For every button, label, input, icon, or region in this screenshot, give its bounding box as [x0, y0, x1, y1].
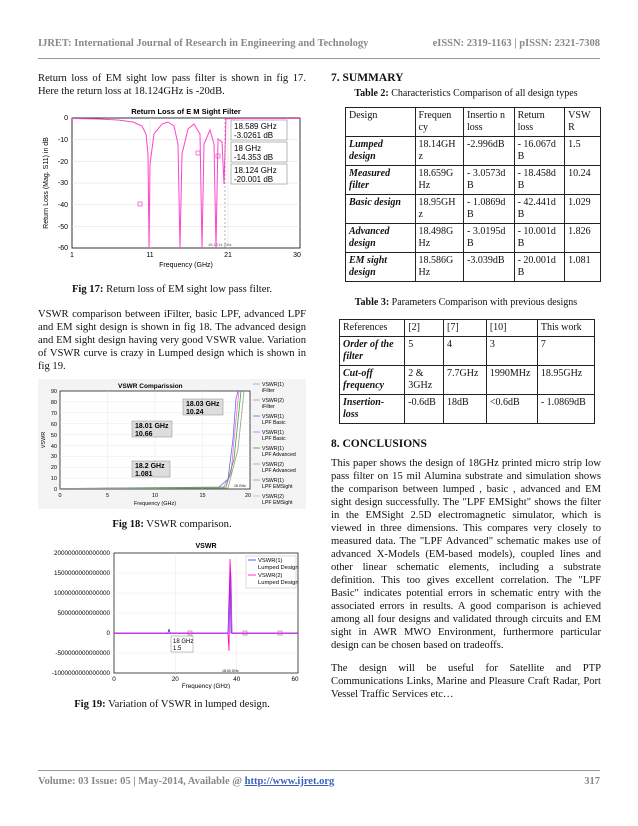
table3-parameters — [339, 319, 595, 424]
table-row — [340, 337, 595, 366]
svg-text:18.03 GHz: 18.03 GHz — [186, 401, 220, 408]
fig17-xtick: 30 — [293, 252, 301, 259]
table-cell: Insertion- loss — [340, 395, 405, 424]
svg-text:LPF Basic: LPF Basic — [262, 436, 286, 442]
right-column — [331, 72, 601, 701]
table-cell: 1.029 — [565, 195, 601, 224]
journal-title: IJRET: International Journal of Research in Engineering and Technology — [38, 38, 369, 49]
svg-text:VSWR(1): VSWR(1) — [262, 478, 284, 484]
table-header-cell: References — [340, 320, 405, 337]
fig18-marker-box — [183, 399, 223, 416]
table-cell: 2 & 3GHz — [405, 366, 444, 395]
fig17-marker-box — [231, 142, 287, 162]
fig18-xlabel: Frequency (GHz) — [133, 501, 177, 507]
table-cell: EM sight design — [346, 253, 416, 282]
svg-text:1.081: 1.081 — [135, 471, 153, 478]
table-header-cell: [7] — [444, 320, 487, 337]
table-cell: 18.498G Hz — [415, 224, 463, 253]
svg-text:18.589 GHz: 18.589 GHz — [234, 122, 277, 131]
issn: eISSN: 2319-1163 | pISSN: 2321-7308 — [432, 38, 600, 49]
fig17-ytick: -40 — [57, 202, 68, 209]
svg-text:iFilter: iFilter — [262, 404, 275, 410]
fig17-xtick: 11 — [146, 252, 154, 259]
conclusions-paragraph-2: The design will be useful for Satellite and PTP Communications Links, Marine and Pleasure Craft Radar, Port Vessel Traffic Services etc… — [331, 663, 601, 700]
table-row — [346, 224, 601, 253]
fig17-marker-box — [231, 120, 287, 140]
table-cell: Basic design — [346, 195, 416, 224]
figure-17 — [38, 104, 306, 296]
fig18-chart — [38, 379, 306, 509]
svg-text:10.24: 10.24 — [186, 409, 204, 416]
fig18-xtick: 5 — [105, 493, 110, 499]
svg-text:Lumped Design: Lumped Design — [258, 580, 299, 586]
table-cell: - 16.067d B — [514, 137, 565, 166]
figure-19 — [38, 539, 306, 711]
fig17-ylabel: Return Loss (Mag. S11) in dB — [43, 137, 50, 229]
fig19-caption: Fig 19: Variation of VSWR in lumped design. — [74, 699, 270, 710]
table-cell: - 10.001d B — [514, 224, 565, 253]
fig18-ytick: 60 — [50, 422, 57, 428]
table-row — [346, 195, 601, 224]
table-cell: 1990MHz — [486, 366, 537, 395]
table-cell: 18.95GH z — [415, 195, 463, 224]
footer-rule — [38, 770, 600, 771]
svg-text:LPF Advanced: LPF Advanced — [262, 452, 296, 458]
table-row — [346, 253, 601, 282]
fig17-caption: Fig 17: Return loss of EM sight low pass filter. — [71, 284, 273, 295]
fig19-ytick: 500000000000000 — [57, 610, 110, 617]
table-cell: 18.659G Hz — [415, 166, 463, 195]
table2-characteristics — [345, 107, 601, 282]
fig17-ytick: -60 — [57, 245, 68, 252]
svg-text:1.5: 1.5 — [173, 646, 182, 652]
table-cell: - 18.458d B — [514, 166, 565, 195]
svg-text:VSWR(2): VSWR(2) — [258, 573, 283, 579]
table-cell: 1.081 — [565, 253, 601, 282]
fig18-ytick: 90 — [50, 389, 57, 395]
svg-text:VSWR(2): VSWR(2) — [262, 398, 284, 404]
svg-text:VSWR(1): VSWR(1) — [262, 382, 284, 388]
fig19-ytick: -1000000000000000 — [51, 670, 110, 677]
fig19-xtick: 0 — [112, 676, 116, 683]
svg-text:-3.0261 dB: -3.0261 dB — [234, 131, 274, 140]
fig17-small-note: 18.1214 GHz — [208, 242, 232, 247]
table-header-cell: Return loss — [514, 108, 565, 137]
table-cell: 1.826 — [565, 224, 601, 253]
table-cell: 7.7GHz — [444, 366, 487, 395]
svg-text:10.66: 10.66 — [135, 431, 153, 438]
table-row — [346, 137, 601, 166]
table-row — [346, 166, 601, 195]
fig17-ytick: -20 — [57, 159, 68, 166]
table-cell: - 1.0869d B — [464, 195, 515, 224]
table-cell: 18dB — [444, 395, 487, 424]
fig18-ytick: 50 — [50, 433, 57, 439]
svg-text:VSWR(1): VSWR(1) — [262, 430, 284, 436]
page-header — [38, 38, 600, 58]
table-cell: 4 — [444, 337, 487, 366]
table-row — [340, 366, 595, 395]
table-cell: 5 — [405, 337, 444, 366]
svg-text:iFilter: iFilter — [262, 388, 275, 394]
fig18-ytick: 30 — [50, 454, 57, 460]
fig18-ytick: 40 — [50, 444, 57, 450]
fig17-chart — [38, 104, 306, 274]
table2-caption: Table 2: Characteristics Comparison of all design types — [354, 88, 578, 99]
svg-text:VSWR(2): VSWR(2) — [262, 462, 284, 468]
fig18-xtick: 15 — [199, 493, 206, 499]
fig19-ytick: 2000000000000000 — [53, 550, 110, 557]
table-cell: -2.996dB — [464, 137, 515, 166]
svg-text:VSWR(1): VSWR(1) — [262, 414, 284, 420]
fig19-marker-box — [171, 636, 193, 652]
fig18-xtick: 20 — [244, 493, 252, 499]
intro-paragraph: Return loss of EM sight low pass filter is shown in fig 17. Here the return loss at 18.124GHz is -20dB. — [38, 73, 306, 97]
svg-text:LPF EMSight: LPF EMSight — [262, 484, 293, 490]
fig17-xlabel: Frequency (GHz) — [159, 262, 213, 269]
footer-volume: Volume: 03 Issue: 05 | May-2014, Available @ http://www.ijret.org — [38, 776, 335, 787]
fig18-small-note: 18 GHz — [234, 484, 246, 488]
svg-text:-20.001 dB: -20.001 dB — [234, 175, 274, 184]
fig19-xtick: 40 — [233, 676, 241, 683]
svg-text:VSWR(1): VSWR(1) — [262, 446, 284, 452]
table-cell: - 1.0869dB — [537, 395, 594, 424]
fig19-chart — [38, 539, 306, 689]
table-header-cell: Design — [346, 108, 416, 137]
table-row — [340, 395, 595, 424]
fig18-ytick: 80 — [50, 400, 57, 406]
table-cell: 18.95GHz — [537, 366, 594, 395]
table-cell: Cut-off frequency — [340, 366, 405, 395]
fig18-marker-box — [132, 421, 172, 438]
fig18-ytick: 10 — [50, 476, 57, 482]
table-header-cell: Insertio n loss — [464, 108, 515, 137]
fig17-marker-box — [231, 164, 287, 184]
fig18-caption: Fig 18: VSWR comparison. — [112, 519, 232, 530]
conclusions-heading: 8. CONCLUSIONS — [331, 438, 427, 450]
svg-text:18.01 GHz: 18.01 GHz — [135, 423, 169, 430]
table-cell: Measured filter — [346, 166, 416, 195]
table-header-row — [340, 320, 595, 337]
fig18-ylabel: VSWR — [41, 431, 47, 449]
fig18-ytick: 20 — [50, 465, 57, 471]
table-cell: Advanced design — [346, 224, 416, 253]
table-header-cell: [10] — [486, 320, 537, 337]
fig19-xlabel: Frequency (GHz) — [181, 683, 231, 689]
fig18-ytick: 0 — [53, 487, 57, 493]
table-header-cell: [2] — [405, 320, 444, 337]
fig19-small-note: 18.04 GHz — [222, 669, 239, 673]
table-header-row — [346, 108, 601, 137]
table-cell: - 3.0573d B — [464, 166, 515, 195]
fig18-title: VSWR Comparission — [118, 383, 183, 390]
fig18-xtick: 0 — [58, 493, 62, 499]
table-cell: 7 — [537, 337, 594, 366]
svg-text:VSWR(2): VSWR(2) — [262, 494, 284, 500]
fig17-xtick: 21 — [224, 252, 232, 259]
table-cell: - 3.0195d B — [464, 224, 515, 253]
header-rule — [38, 58, 600, 59]
figure-18 — [38, 379, 306, 531]
table-cell: -0.6dB — [405, 395, 444, 424]
svg-text:18.124 GHz: 18.124 GHz — [234, 166, 277, 175]
fig18-xtick: 10 — [151, 493, 159, 499]
table-cell: Lumped design — [346, 137, 416, 166]
fig19-xtick: 60 — [291, 676, 299, 683]
svg-text:LPF EMSight: LPF EMSight — [262, 500, 293, 506]
journal-link[interactable]: http://www.ijret.org — [244, 776, 335, 787]
conclusions-paragraph: This paper shows the design of 18GHz printed micro strip low pass filter on 15 mil Alumina substrate and simulation shows the comparison between lumped , basic , advanced and EM sight design successfully. The "LPF EMSight" shows the filter in the EMSight 2.5D electromagnetic simulator, which is viewed in three dimensions. This compares very closely to measured data. The "LPF Advanced" schematic makes use of advanced X-Models (EM-based models), coupled lines and other linear schematic elements, including a substrate definition. This too gives excellent correlation. The "LPF Basic" indicates potential errors in schematic entry with the associated errors in results. A good comparison is achieved among all four designs and validated through circuits and EM sight in AWR MWO Environment, furthermore particular design can be chosen based on tradeoffs. — [331, 458, 601, 651]
table-cell: - 20.001d B — [514, 253, 565, 282]
svg-text:-14.353 dB: -14.353 dB — [234, 153, 274, 162]
fig19-title: VSWR — [195, 543, 217, 550]
svg-text:18 GHz: 18 GHz — [234, 144, 262, 153]
svg-text:VSWR(1): VSWR(1) — [258, 558, 283, 564]
fig19-ytick: 0 — [106, 630, 110, 637]
fig18-marker-box — [132, 461, 170, 478]
table-cell: -3.039dB — [464, 253, 515, 282]
fig17-ytick: 0 — [64, 115, 68, 122]
svg-text:LPF Basic: LPF Basic — [262, 420, 286, 426]
vswr-paragraph: VSWR comparison between iFilter, basic LPF, advanced LPF and EM sight design is shown in fig 18. The advanced design and EM sight design having very good VSWR value. Variation of VSWR curve is crazy in Lumped design which is shown in fig 19. — [38, 309, 306, 372]
left-column — [38, 72, 306, 711]
summary-heading: 7. SUMMARY — [331, 72, 404, 84]
table-header-cell: This work — [537, 320, 594, 337]
svg-text:LPF Advanced: LPF Advanced — [262, 468, 296, 474]
table3-caption: Table 3: Parameters Comparison with previous designs — [354, 297, 578, 308]
fig19-legend — [246, 556, 299, 588]
table-cell: - 42.441d B — [514, 195, 565, 224]
table-header-cell: Frequen cy — [415, 108, 463, 137]
fig19-xtick: 20 — [171, 676, 179, 683]
table-cell: 1.5 — [565, 137, 601, 166]
fig19-ytick: 1500000000000000 — [53, 570, 110, 577]
page-number: 317 — [584, 776, 600, 787]
fig17-ytick: -10 — [57, 137, 68, 144]
svg-text:18.2 GHz: 18.2 GHz — [135, 463, 165, 470]
table-cell: 10.24 — [565, 166, 601, 195]
fig17-title: Return Loss of E M Sight Filter — [131, 107, 241, 116]
fig17-ytick: -30 — [57, 180, 68, 187]
fig17-ytick: -50 — [57, 224, 68, 231]
table-cell: 3 — [486, 337, 537, 366]
table-cell: Order of the filter — [340, 337, 405, 366]
table-cell: 18.586G Hz — [415, 253, 463, 282]
fig19-ytick: -500000000000000 — [55, 650, 110, 657]
svg-text:Lumped Design: Lumped Design — [258, 565, 299, 571]
page-footer — [38, 776, 600, 787]
fig17-xtick: 1 — [70, 252, 74, 259]
table-header-cell: VSW R — [565, 108, 601, 137]
fig18-ytick: 70 — [50, 411, 57, 417]
svg-text:18 GHz: 18 GHz — [173, 639, 194, 645]
fig19-ytick: 1000000000000000 — [53, 590, 110, 597]
table-cell: <0.6dB — [486, 395, 537, 424]
table-cell: 18.14GH z — [415, 137, 463, 166]
